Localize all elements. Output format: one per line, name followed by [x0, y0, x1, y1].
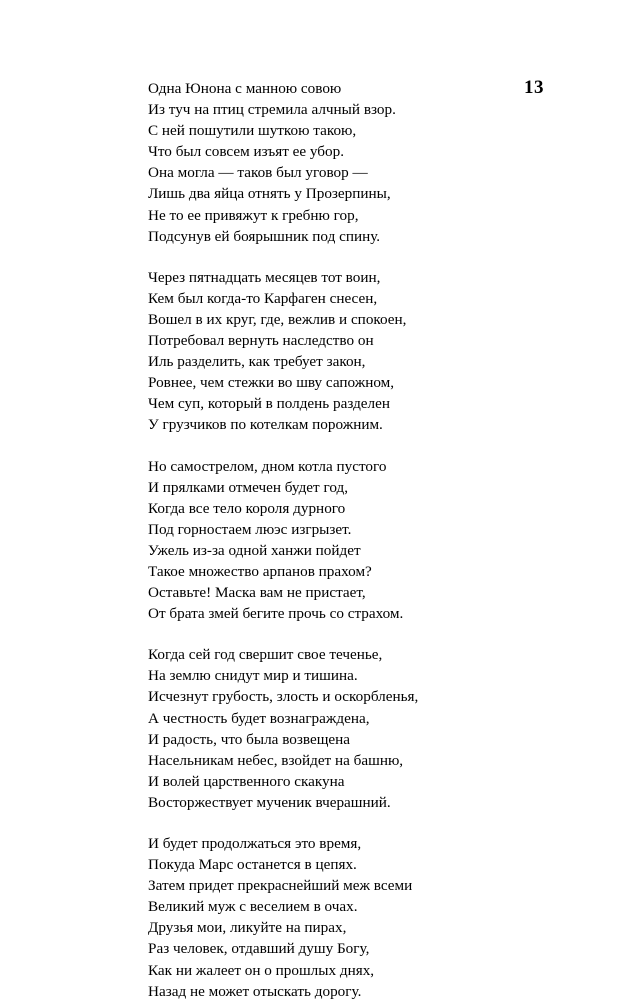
poem-line: Она могла — таков был уговор —	[148, 164, 368, 182]
poem-line: Не то ее привяжут к гребню гор,	[148, 206, 359, 224]
poem-line: С ней пошутили шуткою такою,	[148, 122, 357, 140]
poem-line: Под горностаем люэс изгрызет.	[148, 520, 352, 538]
poem-line: На землю снидут мир и тишина.	[148, 667, 358, 685]
poem-line: Восторжествует мученик вчерашний.	[148, 793, 391, 811]
poem-line: Вошел в их круг, где, вежлив и спокоен,	[148, 310, 407, 328]
poem-body	[148, 78, 568, 1002]
poem-stanza	[148, 833, 568, 1002]
poem-line: Ужель из-за одной ханжи пойдет	[148, 541, 361, 559]
poem-line: Покуда Марс останется в цепях.	[148, 856, 357, 874]
poem-line: И радость, что была возвещена	[148, 730, 350, 748]
poem-stanza	[148, 267, 568, 436]
poem-line: Но самострелом, дном котла пустого	[148, 457, 387, 475]
poem-line: Потребовал вернуть наследство он	[148, 332, 374, 350]
poem-line: Одна Юнона с манною совою	[148, 80, 342, 97]
poem-line: И прялками отмечен будет год,	[148, 478, 349, 496]
poem-line: Из туч на птиц стремила алчный взор.	[148, 101, 396, 119]
poem-line: И будет продолжаться это время,	[148, 835, 362, 852]
poem-line: Насельникам небес, взойдет на башню,	[148, 751, 404, 769]
poem-stanza	[148, 78, 568, 247]
poem-line: Оставьте! Маска вам не пристает,	[148, 584, 366, 602]
poem-line: Кем был когда-то Карфаген снесен,	[148, 289, 378, 307]
poem-line: Затем придет прекраснейший меж всеми	[148, 877, 413, 895]
poem-line: Такое множество арпанов прахом?	[148, 562, 372, 580]
page-number: 13	[524, 77, 544, 98]
poem-line: У грузчиков по котелкам порожним.	[148, 416, 383, 434]
poem-line: И волей царственного скакуна	[148, 772, 345, 790]
poem-line: Как ни жалеет он о прошлых днях,	[148, 961, 375, 979]
poem-line: А честность будет вознаграждена,	[148, 709, 370, 727]
poem-line: Иль разделить, как требует закон,	[148, 353, 366, 371]
poem-line: Ровнее, чем стежки во шву сапожном,	[148, 374, 395, 392]
poem-line: От брата змей бегите прочь со страхом.	[148, 605, 404, 623]
poem-line: Когда сей год свершит свое теченье,	[148, 646, 383, 664]
poem-line: Друзья мои, ликуйте на пирах,	[148, 919, 347, 937]
poem-line: Подсунув ей боярышник под спину.	[148, 227, 381, 245]
poem-line: Чем суп, который в полдень разделен	[148, 395, 390, 413]
poem-stanza	[148, 644, 568, 813]
poem-line: Великий муж с веселием в очах.	[148, 898, 358, 916]
poem-line: Исчезнут грубость, злость и оскорбленья,	[148, 688, 419, 706]
poem-line: Когда все тело короля дурного	[148, 499, 346, 517]
poem-stanza	[148, 456, 568, 625]
poem-line: Что был совсем изъят ее убор.	[148, 143, 345, 161]
poem-line: Через пятнадцать месяцев тот воин,	[148, 268, 381, 286]
poem-line: Раз человек, отдавший душу Богу,	[148, 940, 370, 958]
poem-line: Лишь два яйца отнять у Прозерпины,	[148, 185, 391, 203]
poem-line: Назад не может отыскать дорогу.	[148, 982, 362, 1000]
